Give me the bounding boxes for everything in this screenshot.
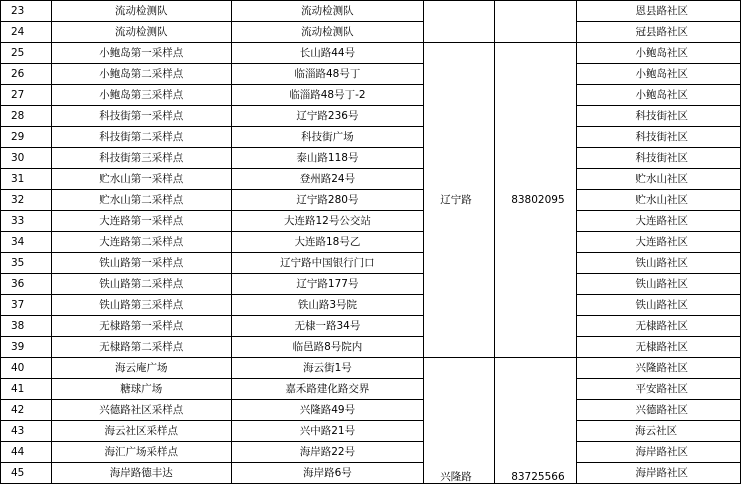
sampling-site-address: 流动检测队 <box>231 1 424 22</box>
community-name: 兴德路社区 <box>577 400 741 421</box>
table-row <box>1 274 741 295</box>
row-number: 34 <box>1 232 52 253</box>
sampling-site-name: 无棣路第二采样点 <box>51 337 231 358</box>
sampling-site-name: 海汇广场采样点 <box>51 442 231 463</box>
row-number: 27 <box>1 85 52 106</box>
row-number: 24 <box>1 22 52 43</box>
row-number: 32 <box>1 190 52 211</box>
sampling-site-name: 小鲍岛第二采样点 <box>51 64 231 85</box>
sampling-site-address: 铁山路3号院 <box>231 295 424 316</box>
community-name: 贮水山社区 <box>577 169 741 190</box>
table-row <box>1 106 741 127</box>
row-number: 40 <box>1 358 52 379</box>
sampling-site-name: 贮水山第一采样点 <box>51 169 231 190</box>
community-name: 铁山路社区 <box>577 253 741 274</box>
sampling-site-address: 辽宁路280号 <box>231 190 424 211</box>
table-row <box>1 211 741 232</box>
sampling-site-name: 铁山路第一采样点 <box>51 253 231 274</box>
sampling-site-address: 泰山路118号 <box>231 148 424 169</box>
community-name: 海岸路社区 <box>577 463 741 484</box>
phone-cell-empty <box>495 1 577 43</box>
sampling-site-name: 糖球广场 <box>51 379 231 400</box>
sampling-site-address: 无棣一路34号 <box>231 316 424 337</box>
sampling-site-address: 临淄路48号丁-2 <box>231 85 424 106</box>
sampling-site-name: 小鲍岛第一采样点 <box>51 43 231 64</box>
table-row <box>1 169 741 190</box>
sampling-site-address: 流动检测队 <box>231 22 424 43</box>
table-row <box>1 190 741 211</box>
community-name: 无棣路社区 <box>577 316 741 337</box>
community-name: 海岸路社区 <box>577 442 741 463</box>
community-name: 小鲍岛社区 <box>577 85 741 106</box>
row-number: 38 <box>1 316 52 337</box>
table-row <box>1 337 741 358</box>
row-number: 36 <box>1 274 52 295</box>
contact-phone: 83802095 <box>495 43 577 358</box>
street-name: 辽宁路 <box>424 43 495 358</box>
street-cell-empty <box>424 1 495 43</box>
sampling-site-address: 辽宁路177号 <box>231 274 424 295</box>
sampling-site-address: 长山路44号 <box>231 43 424 64</box>
sampling-site-name: 无棣路第一采样点 <box>51 316 231 337</box>
table-row <box>1 442 741 463</box>
community-name: 无棣路社区 <box>577 337 741 358</box>
sampling-site-address: 海岸路22号 <box>231 442 424 463</box>
row-number: 28 <box>1 106 52 127</box>
table-row <box>1 463 741 484</box>
table-row <box>1 358 741 379</box>
row-number: 31 <box>1 169 52 190</box>
table-row <box>1 43 741 64</box>
sampling-site-name: 科技街第一采样点 <box>51 106 231 127</box>
row-number: 33 <box>1 211 52 232</box>
community-name: 恩县路社区 <box>577 1 741 22</box>
table-row <box>1 421 741 442</box>
row-number: 25 <box>1 43 52 64</box>
sampling-site-name: 兴德路社区采样点 <box>51 400 231 421</box>
row-number: 44 <box>1 442 52 463</box>
sampling-site-address: 科技街广场 <box>231 127 424 148</box>
sampling-site-name: 铁山路第三采样点 <box>51 295 231 316</box>
sampling-site-name: 贮水山第二采样点 <box>51 190 231 211</box>
sampling-site-address: 兴中路21号 <box>231 421 424 442</box>
community-name: 铁山路社区 <box>577 274 741 295</box>
row-number: 30 <box>1 148 52 169</box>
row-number: 45 <box>1 463 52 484</box>
sampling-site-name: 海云庵广场 <box>51 358 231 379</box>
sampling-site-name: 科技街第三采样点 <box>51 148 231 169</box>
community-name: 科技街社区 <box>577 148 741 169</box>
sampling-site-address: 辽宁路中国银行门口 <box>231 253 424 274</box>
table-row <box>1 22 741 43</box>
sampling-site-name: 流动检测队 <box>51 1 231 22</box>
sampling-site-name: 铁山路第二采样点 <box>51 274 231 295</box>
sampling-site-address: 大连路12号公交站 <box>231 211 424 232</box>
table-row <box>1 400 741 421</box>
table-body <box>1 1 741 484</box>
sampling-site-name: 海岸路德丰达 <box>51 463 231 484</box>
row-number: 29 <box>1 127 52 148</box>
row-number: 41 <box>1 379 52 400</box>
community-name: 贮水山社区 <box>577 190 741 211</box>
community-name: 大连路社区 <box>577 211 741 232</box>
community-name: 科技街社区 <box>577 127 741 148</box>
row-number: 39 <box>1 337 52 358</box>
community-name: 小鲍岛社区 <box>577 64 741 85</box>
community-name: 铁山路社区 <box>577 295 741 316</box>
table-row <box>1 379 741 400</box>
sampling-site-name: 海云社区采样点 <box>51 421 231 442</box>
contact-phone: 83725566 <box>495 358 577 484</box>
table-row <box>1 295 741 316</box>
table-row <box>1 64 741 85</box>
community-name: 冠县路社区 <box>577 22 741 43</box>
sampling-site-address: 临淄路48号丁 <box>231 64 424 85</box>
table-row <box>1 316 741 337</box>
table-row <box>1 253 741 274</box>
sampling-site-address: 海岸路6号 <box>231 463 424 484</box>
table-row <box>1 232 741 253</box>
table-row <box>1 127 741 148</box>
community-name: 兴隆路社区 <box>577 358 741 379</box>
row-number: 35 <box>1 253 52 274</box>
sampling-site-address: 登州路24号 <box>231 169 424 190</box>
sampling-site-address: 大连路18号乙 <box>231 232 424 253</box>
table-row <box>1 148 741 169</box>
sampling-site-name: 小鲍岛第三采样点 <box>51 85 231 106</box>
community-name: 平安路社区 <box>577 379 741 400</box>
row-number: 26 <box>1 64 52 85</box>
table-row <box>1 85 741 106</box>
sampling-site-address: 海云街1号 <box>231 358 424 379</box>
sampling-site-name: 流动检测队 <box>51 22 231 43</box>
table-row <box>1 1 741 22</box>
sampling-site-name: 大连路第二采样点 <box>51 232 231 253</box>
row-number: 43 <box>1 421 52 442</box>
row-number: 42 <box>1 400 52 421</box>
community-name: 小鲍岛社区 <box>577 43 741 64</box>
sampling-site-address: 嘉禾路建化路交界 <box>231 379 424 400</box>
sampling-site-address: 兴隆路49号 <box>231 400 424 421</box>
street-name: 兴隆路 <box>424 358 495 484</box>
sampling-site-name: 大连路第一采样点 <box>51 211 231 232</box>
community-name: 科技街社区 <box>577 106 741 127</box>
row-number: 23 <box>1 1 52 22</box>
sampling-site-address: 辽宁路236号 <box>231 106 424 127</box>
community-name: 海云社区 <box>577 421 741 442</box>
row-number: 37 <box>1 295 52 316</box>
sampling-site-name: 科技街第二采样点 <box>51 127 231 148</box>
sampling-site-address: 临邑路8号院内 <box>231 337 424 358</box>
community-name: 大连路社区 <box>577 232 741 253</box>
